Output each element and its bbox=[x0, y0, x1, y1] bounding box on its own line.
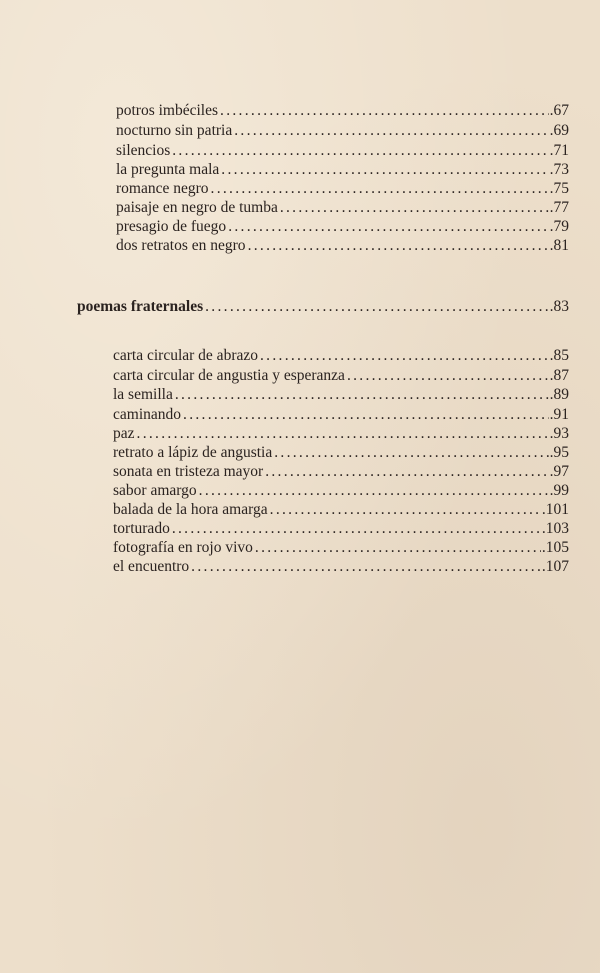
toc-entry-title: silencios bbox=[116, 142, 171, 159]
toc-entry bbox=[116, 160, 569, 180]
toc-entry bbox=[113, 366, 569, 386]
toc-entry-page: .95 bbox=[549, 444, 569, 461]
dot-leader bbox=[205, 297, 549, 317]
toc-entry-title: fotografía en rojo vivo bbox=[113, 539, 253, 556]
section-heading-title: poemas fraternales bbox=[77, 298, 204, 315]
toc-entry-page: .87 bbox=[549, 367, 569, 384]
toc-entry bbox=[113, 481, 569, 501]
section-heading-page: .83 bbox=[549, 298, 569, 315]
dot-leader bbox=[175, 385, 549, 405]
toc-entry bbox=[116, 217, 569, 237]
toc-entry-page: .77 bbox=[549, 199, 569, 216]
toc-entry-page: .69 bbox=[549, 122, 569, 139]
toc-entry-title: el encuentro bbox=[113, 558, 190, 575]
toc-entry-title: caminando bbox=[113, 406, 182, 423]
toc-entry bbox=[116, 101, 569, 121]
toc-entry-page: .99 bbox=[549, 482, 569, 499]
section-heading-entry bbox=[77, 297, 569, 317]
toc-entry-title: balada de la hora amarga bbox=[113, 501, 268, 518]
dot-leader bbox=[172, 141, 548, 161]
toc-entry bbox=[113, 500, 569, 520]
dot-leader bbox=[183, 405, 549, 425]
toc-entry-page: .73 bbox=[549, 161, 569, 178]
toc-entry-page: .107 bbox=[541, 558, 569, 575]
dot-leader bbox=[280, 198, 549, 218]
toc-entry-page: .91 bbox=[549, 406, 569, 423]
toc-entry-page: .71 bbox=[549, 142, 569, 159]
toc-entry bbox=[116, 141, 569, 161]
toc-entry bbox=[113, 538, 569, 558]
toc-entry-page: .75 bbox=[549, 180, 569, 197]
toc-entry-title: torturado bbox=[113, 520, 170, 537]
toc-entry bbox=[113, 346, 569, 366]
toc-entry-title: romance negro bbox=[116, 180, 209, 197]
toc-entry bbox=[116, 198, 569, 218]
toc-entry bbox=[116, 236, 569, 256]
toc-entry-page: .97 bbox=[549, 463, 569, 480]
toc-entry-page: .105 bbox=[541, 539, 569, 556]
toc-entry bbox=[113, 462, 569, 482]
toc-entry-page: .101 bbox=[541, 501, 569, 518]
toc-entry-title: potros imbéciles bbox=[116, 102, 219, 119]
toc-entry-title: la pregunta mala bbox=[116, 161, 220, 178]
toc-entry bbox=[113, 557, 569, 577]
toc-entry-title: sonata en tristeza mayor bbox=[113, 463, 264, 480]
dot-leader bbox=[274, 443, 548, 463]
toc-entry-title: paz bbox=[113, 425, 135, 442]
dot-leader bbox=[347, 366, 549, 386]
dot-leader bbox=[248, 236, 549, 256]
toc-entry-title: presagio de fuego bbox=[116, 218, 227, 235]
toc-entry-page: .85 bbox=[549, 347, 569, 364]
toc-entry-title: carta circular de angustia y esperanza bbox=[113, 367, 345, 384]
dot-leader bbox=[221, 160, 548, 180]
dot-leader bbox=[220, 101, 549, 121]
toc-entry bbox=[113, 385, 569, 405]
toc-entry-page: .103 bbox=[541, 520, 569, 537]
toc-entry-title: retrato a lápiz de angustia bbox=[113, 444, 273, 461]
toc-entry bbox=[116, 179, 569, 199]
toc-entry-title: dos retratos en negro bbox=[116, 237, 246, 254]
toc-entry-title: nocturno sin patria bbox=[116, 122, 233, 139]
toc-entry bbox=[113, 443, 569, 463]
toc-entry-title: paisaje en negro de tumba bbox=[116, 199, 278, 216]
toc-entry-title: sabor amargo bbox=[113, 482, 197, 499]
dot-leader bbox=[137, 424, 549, 444]
toc-entry bbox=[113, 405, 569, 425]
toc-entry-title: carta circular de abrazo bbox=[113, 347, 258, 364]
dot-leader bbox=[265, 462, 548, 482]
dot-leader bbox=[199, 481, 549, 501]
toc-entry-page: .67 bbox=[549, 102, 569, 119]
dot-leader bbox=[255, 538, 541, 558]
dot-leader bbox=[172, 519, 541, 539]
dot-leader bbox=[228, 217, 548, 237]
toc-entry bbox=[116, 121, 569, 141]
toc-entry-page: .81 bbox=[549, 237, 569, 254]
toc-entry-page: .79 bbox=[549, 218, 569, 235]
dot-leader bbox=[191, 557, 541, 577]
dot-leader bbox=[260, 346, 549, 366]
dot-leader bbox=[270, 500, 541, 520]
toc-entry bbox=[113, 424, 569, 444]
toc-entry-page: .89 bbox=[549, 386, 569, 403]
dot-leader bbox=[211, 179, 549, 199]
toc-entry bbox=[113, 519, 569, 539]
dot-leader bbox=[234, 121, 548, 141]
toc-entry-title: la semilla bbox=[113, 386, 173, 403]
toc-entry-page: .93 bbox=[549, 425, 569, 442]
